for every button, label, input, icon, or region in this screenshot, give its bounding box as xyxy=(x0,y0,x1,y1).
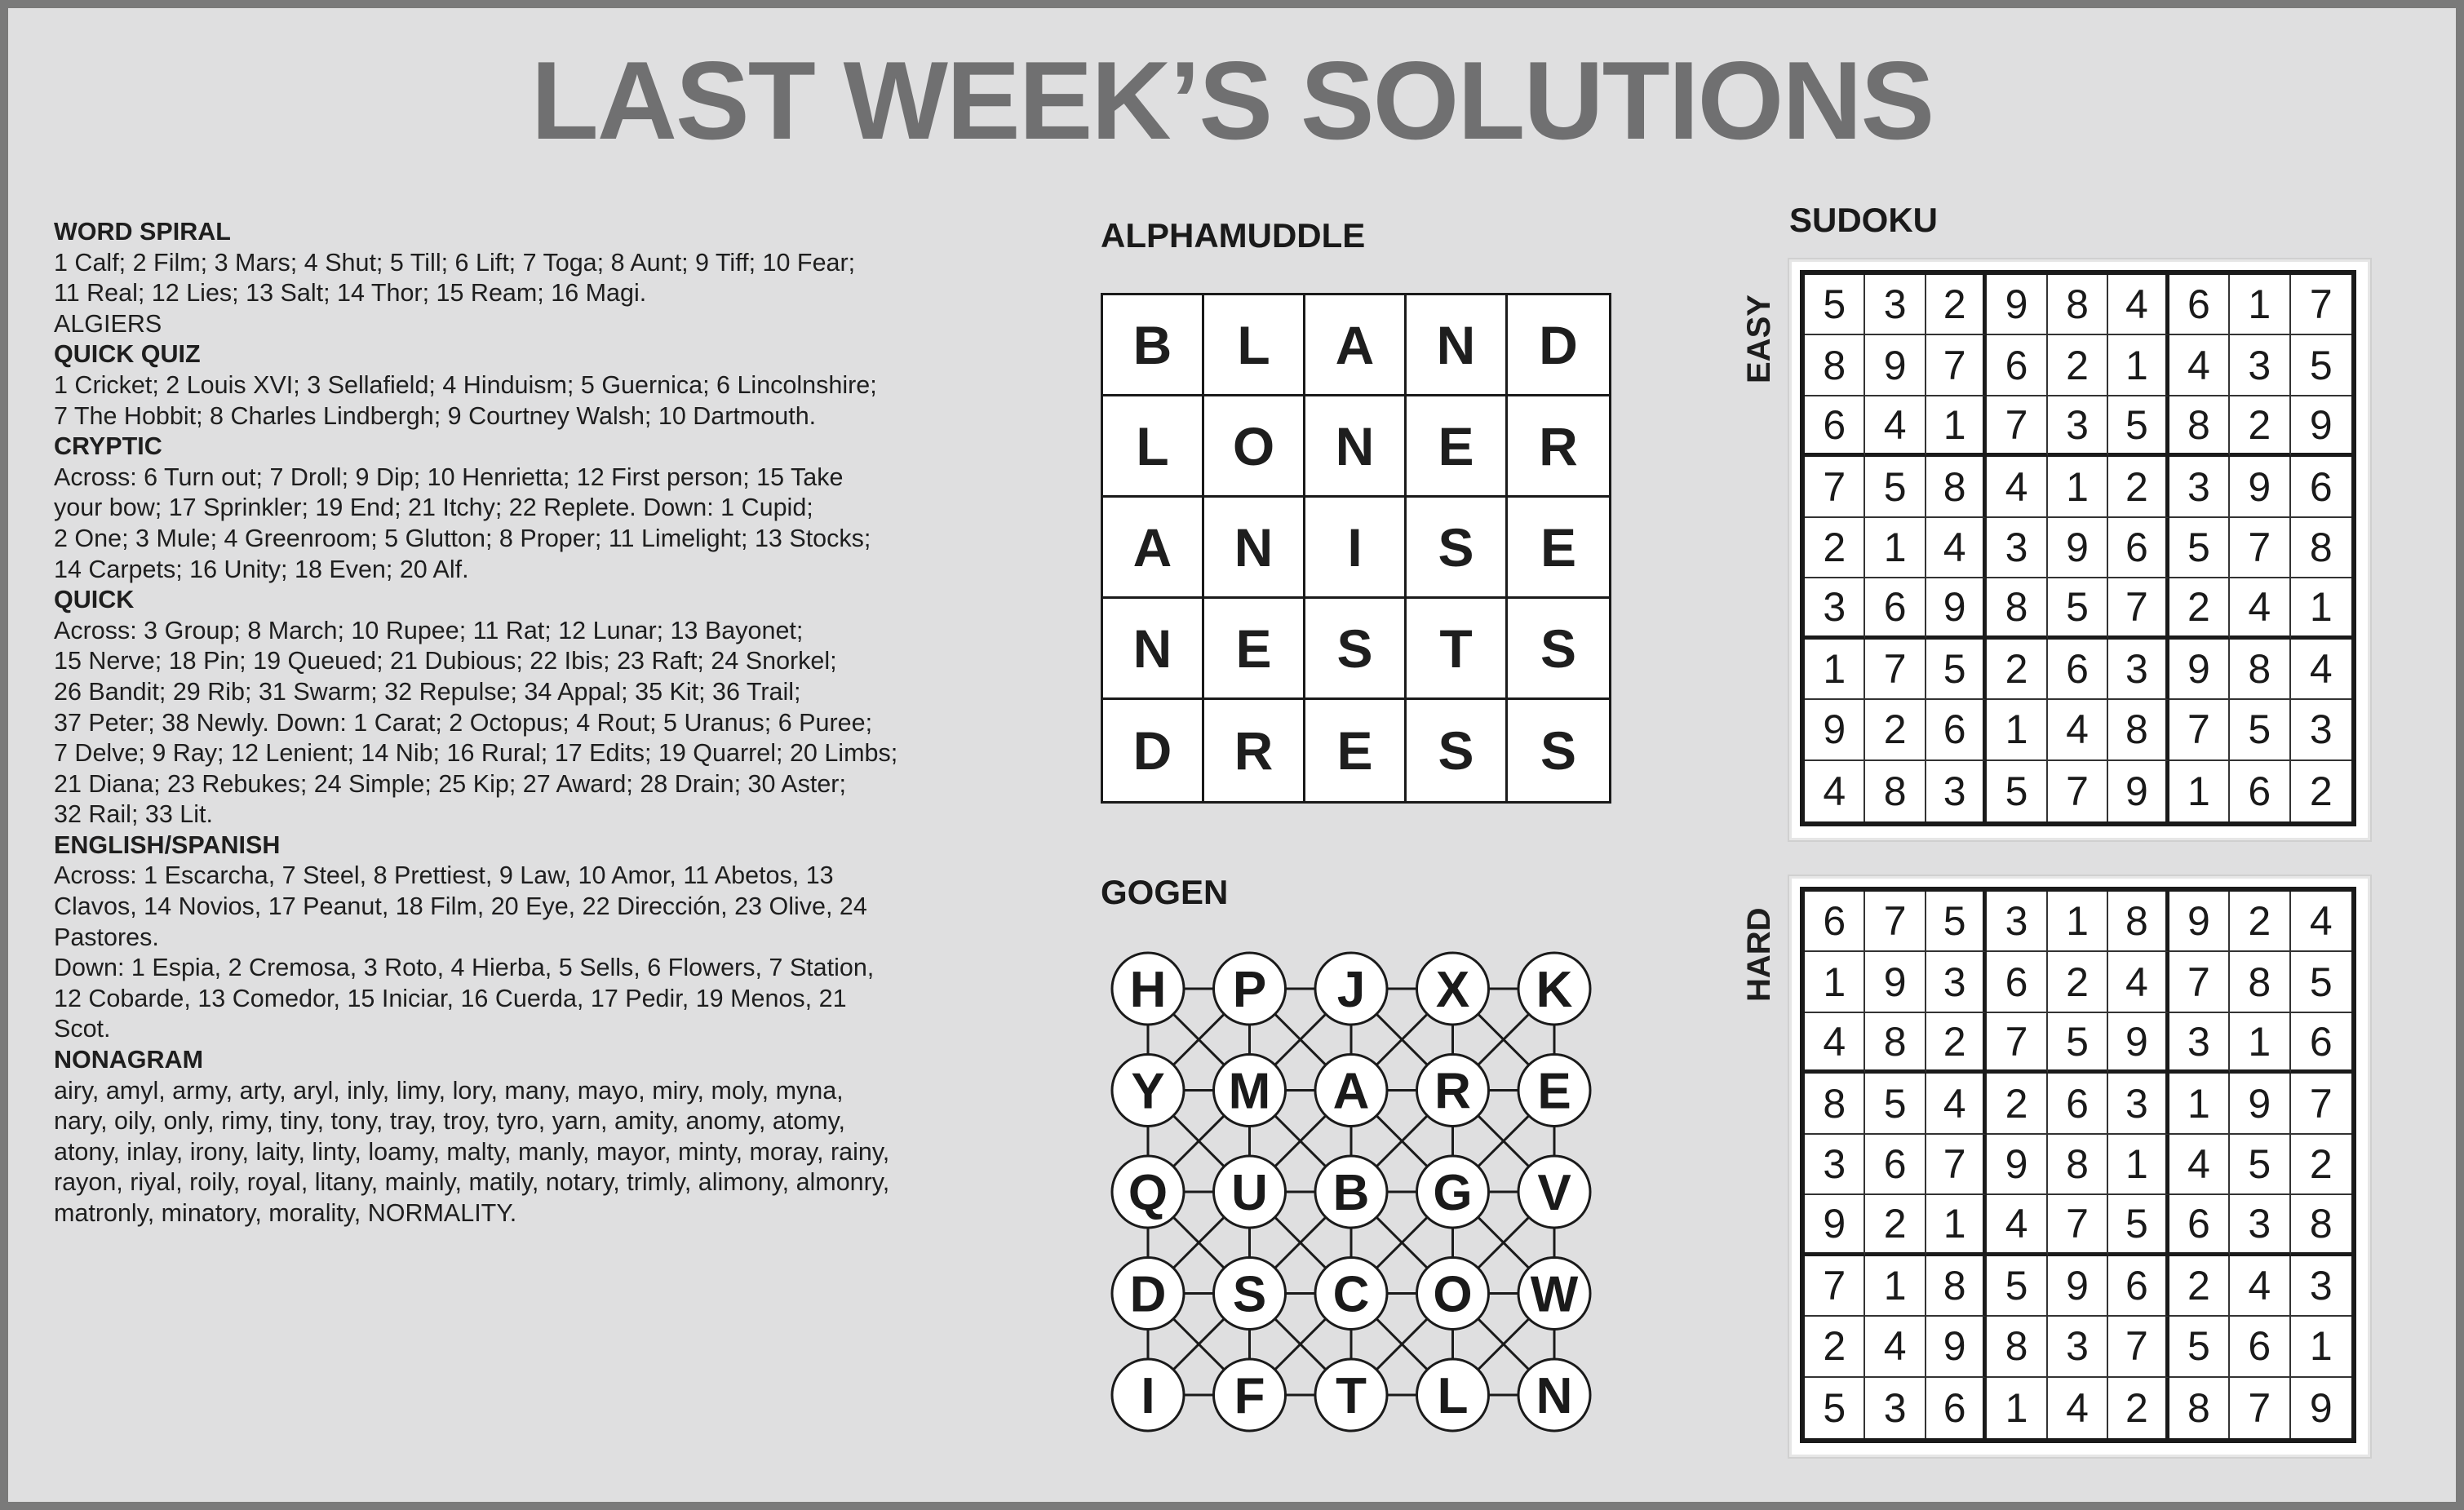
alphamuddle-cell: N xyxy=(1407,295,1508,396)
section-line: atony, inlay, irony, laity, linty, loamy, malty, manly, mayor, minty, moray, rainy, xyxy=(54,1137,890,1166)
sudoku-cell: 1 xyxy=(1987,700,2047,760)
section-line: airy, amyl, army, arty, aryl, inly, limy, lory, many, mayo, miry, moly, myna, xyxy=(54,1076,844,1105)
sudoku-cell: 4 xyxy=(1865,396,1926,457)
alphamuddle-cell: B xyxy=(1103,295,1204,396)
svg-text:N: N xyxy=(1536,1368,1573,1424)
sudoku-cell: 1 xyxy=(1926,396,1987,457)
sudoku-cell: 6 xyxy=(2048,640,2108,700)
sudoku-cell: 2 xyxy=(1865,1195,1926,1255)
gogen-node xyxy=(1214,953,1286,1025)
sudoku-cell: 1 xyxy=(2230,275,2290,335)
sudoku-cell: 3 xyxy=(2291,1256,2351,1317)
svg-text:T: T xyxy=(1336,1368,1367,1424)
sudoku-cell: 8 xyxy=(1926,1256,1987,1317)
section-title: ENGLISH/SPANISH xyxy=(54,830,281,859)
section-title: WORD SPIRAL xyxy=(54,218,231,246)
sudoku-cell: 7 xyxy=(1987,1013,2047,1074)
sudoku-cell: 2 xyxy=(2108,457,2169,517)
sudoku-cell: 7 xyxy=(2048,761,2108,821)
page-title: LAST WEEK’S SOLUTIONS xyxy=(530,38,1934,162)
sudoku-cell: 2 xyxy=(1805,518,1865,578)
sudoku-cell: 3 xyxy=(2291,700,2351,760)
sudoku-cell: 3 xyxy=(1805,1135,1865,1195)
section-line: Pastores. xyxy=(54,923,159,951)
sudoku-easy-frame xyxy=(1789,259,2370,840)
sudoku-cell: 5 xyxy=(1926,640,1987,700)
sudoku-cell: 2 xyxy=(2048,335,2108,396)
sudoku-cell: 3 xyxy=(1926,952,1987,1012)
sudoku-cell: 3 xyxy=(1865,275,1926,335)
sudoku-cell: 6 xyxy=(2169,1195,2230,1255)
sudoku-cell: 7 xyxy=(2169,700,2230,760)
section-line: Scot. xyxy=(54,1015,111,1043)
svg-text:G: G xyxy=(1433,1165,1473,1221)
sudoku-cell: 2 xyxy=(2291,1135,2351,1195)
sudoku-cell: 8 xyxy=(2230,952,2290,1012)
alphamuddle-cell: E xyxy=(1305,700,1407,801)
sudoku-cell: 4 xyxy=(1865,1317,1926,1377)
alphamuddle-cell: A xyxy=(1103,498,1204,599)
sudoku-cell: 8 xyxy=(1805,1074,1865,1134)
svg-text:O: O xyxy=(1433,1266,1473,1323)
sudoku-cell: 9 xyxy=(2108,761,2169,821)
sudoku-cell: 6 xyxy=(2291,457,2351,517)
sudoku-cell: 4 xyxy=(2230,578,2290,639)
section-title: NONAGRAM xyxy=(54,1046,203,1074)
sudoku-cell: 3 xyxy=(2048,396,2108,457)
alphamuddle-cell: L xyxy=(1103,396,1204,498)
sudoku-cell: 2 xyxy=(2169,578,2230,639)
sudoku-cell: 1 xyxy=(2108,335,2169,396)
alphamuddle-cell: S xyxy=(1407,498,1508,599)
sudoku-easy-grid xyxy=(1800,270,2356,826)
sudoku-cell: 5 xyxy=(1987,1256,2047,1317)
sudoku-cell: 3 xyxy=(1865,1378,1926,1438)
sudoku-cell: 1 xyxy=(2048,892,2108,952)
sudoku-cell: 9 xyxy=(2309,1384,2333,1431)
sudoku-cell: 8 xyxy=(2291,1195,2351,1255)
section-line: Across: 6 Turn out; 7 Droll; 9 Dip; 10 Henrietta; 12 First person; 15 Take xyxy=(54,463,844,491)
section-line: 14 Carpets; 16 Unity; 18 Even; 20 Alf. xyxy=(54,555,469,583)
sudoku-cell: 9 xyxy=(2048,1256,2108,1317)
sudoku-cell: 8 xyxy=(2291,518,2351,578)
gogen-node xyxy=(1417,1055,1489,1127)
section-line: 12 Cobarde, 13 Comedor, 15 Iniciar, 16 Cuerda, 17 Pedir, 19 Menos, 21 xyxy=(54,984,847,1012)
sudoku-cell: 7 xyxy=(1805,457,1865,517)
sudoku-cell: 7 xyxy=(1926,1135,1987,1195)
sudoku-cell: 7 xyxy=(2230,518,2290,578)
sudoku-cell: 5 xyxy=(2108,396,2169,457)
sudoku-cell: 4 xyxy=(1987,1195,2047,1255)
section-line: 32 Rail; 33 Lit. xyxy=(54,800,213,829)
sudoku-cell: 9 xyxy=(2230,1074,2290,1134)
gogen-node xyxy=(1112,953,1184,1025)
gogen-node xyxy=(1417,953,1489,1025)
alphamuddle-heading: ALPHAMUDDLE xyxy=(1101,216,1366,255)
sudoku-cell: 3 xyxy=(1987,518,2047,578)
sudoku-cell: 1 xyxy=(2230,1013,2290,1074)
sudoku-cell: 1 xyxy=(1865,518,1926,578)
sudoku-cell: 4 xyxy=(2048,1378,2108,1438)
sudoku-cell: 8 xyxy=(1926,457,1987,517)
sudoku-cell: 1 xyxy=(1805,952,1865,1012)
section-line: ALGIERS xyxy=(54,309,162,338)
sudoku-cell: 9 xyxy=(1865,952,1926,1012)
gogen-node xyxy=(1315,1156,1387,1228)
sudoku-cell: 7 xyxy=(1865,892,1926,952)
alphamuddle-cell: S xyxy=(1508,599,1609,700)
alphamuddle-cell: E xyxy=(1204,599,1305,700)
sudoku-cell: 8 xyxy=(1865,1013,1926,1074)
sudoku-cell: 1 xyxy=(2048,457,2108,517)
alphamuddle-cell: S xyxy=(1540,720,1577,781)
sudoku-cell: 3 xyxy=(2108,1074,2169,1134)
gogen-node xyxy=(1315,1359,1387,1431)
svg-text:I: I xyxy=(1141,1368,1155,1424)
alphamuddle-cell: D xyxy=(1508,295,1609,396)
section-line: 11 Real; 12 Lies; 13 Salt; 14 Thor; 15 Ream; 16 Magi. xyxy=(54,279,647,308)
svg-text:C: C xyxy=(1332,1266,1370,1323)
sudoku-cell: 5 xyxy=(2169,1317,2230,1377)
sudoku-cell: 9 xyxy=(1987,1135,2047,1195)
gogen-heading: GOGEN xyxy=(1101,873,1229,911)
sudoku-cell: 2 xyxy=(2309,768,2333,814)
sudoku-cell: 9 xyxy=(1987,275,2047,335)
section-line: rayon, riyal, roily, royal, litany, mainly, matily, notary, trimly, alimony, almonry, xyxy=(54,1168,890,1197)
sudoku-cell: 5 xyxy=(1805,1378,1865,1438)
gogen-node xyxy=(1214,1359,1286,1431)
sudoku-cell: 9 xyxy=(1926,578,1987,639)
sudoku-cell: 8 xyxy=(2169,396,2230,457)
svg-text:P: P xyxy=(1232,962,1267,1018)
sudoku-cell: 4 xyxy=(1926,1074,1987,1134)
section-title: CRYPTIC xyxy=(54,432,162,461)
sudoku-cell: 8 xyxy=(2108,892,2169,952)
sudoku-hard-frame xyxy=(1789,876,2370,1457)
sudoku-cell: 6 xyxy=(2230,1317,2290,1377)
sudoku-cell: 2 xyxy=(2230,892,2290,952)
sudoku-cell: 6 xyxy=(1926,700,1987,760)
section-title: QUICK QUIZ xyxy=(54,340,201,369)
alphamuddle-cell: N xyxy=(1204,498,1305,599)
gogen-node xyxy=(1214,1258,1286,1330)
sudoku-cell: 9 xyxy=(2230,457,2290,517)
gogen-node xyxy=(1417,1359,1489,1431)
gogen-node xyxy=(1315,1055,1387,1127)
gogen-node xyxy=(1112,1055,1184,1127)
sudoku-cell: 5 xyxy=(2291,335,2351,396)
sudoku-cell: 7 xyxy=(1865,640,1926,700)
sudoku-cell: 1 xyxy=(1805,640,1865,700)
sudoku-cell: 8 xyxy=(2169,1378,2230,1438)
sudoku-cell: 7 xyxy=(1987,396,2047,457)
sudoku-cell: 1 xyxy=(2291,578,2351,639)
sudoku-cell: 6 xyxy=(2048,1074,2108,1134)
sudoku-cell: 6 xyxy=(2108,518,2169,578)
svg-text:E: E xyxy=(1537,1063,1571,1120)
alphamuddle-cell: S xyxy=(1305,599,1407,700)
section-line: your bow; 17 Sprinkler; 19 End; 21 Itchy; 22 Replete. Down: 1 Cupid; xyxy=(54,494,813,522)
svg-text:F: F xyxy=(1234,1368,1265,1424)
svg-text:R: R xyxy=(1434,1063,1471,1120)
section-line: 1 Calf; 2 Film; 3 Mars; 4 Shut; 5 Till; 6 Lift; 7 Toga; 8 Aunt; 9 Tiff; 10 Fear; xyxy=(54,248,856,277)
sudoku-cell: 6 xyxy=(1865,1135,1926,1195)
sudoku-easy-label: EASY xyxy=(1741,294,1777,383)
sudoku-cell: 5 xyxy=(2048,578,2108,639)
sudoku-cell: 2 xyxy=(1987,640,2047,700)
sudoku-cell: 3 xyxy=(2169,457,2230,517)
sudoku-cell: 1 xyxy=(2169,1074,2230,1134)
sudoku-cell: 3 xyxy=(2169,1013,2230,1074)
sudoku-cell: 6 xyxy=(1805,396,1865,457)
sudoku-cell: 3 xyxy=(2108,640,2169,700)
svg-text:W: W xyxy=(1530,1266,1579,1323)
sudoku-cell: 5 xyxy=(2230,700,2290,760)
alphamuddle-cell: R xyxy=(1204,700,1305,801)
sudoku-cell: 9 xyxy=(2169,640,2230,700)
alphamuddle-cell: O xyxy=(1204,396,1305,498)
sudoku-cell: 3 xyxy=(2230,335,2290,396)
sudoku-cell: 9 xyxy=(2048,518,2108,578)
sudoku-cell: 6 xyxy=(2108,1256,2169,1317)
alphamuddle-cell: R xyxy=(1508,396,1609,498)
gogen-node xyxy=(1417,1156,1489,1228)
sudoku-heading: SUDOKU xyxy=(1789,201,1939,239)
svg-text:L: L xyxy=(1437,1368,1469,1424)
sudoku-cell: 2 xyxy=(2048,952,2108,1012)
sudoku-cell: 3 xyxy=(1987,892,2047,952)
sudoku-cell: 2 xyxy=(2230,396,2290,457)
alphamuddle-cell: N xyxy=(1305,396,1407,498)
section-line: 15 Nerve; 18 Pin; 19 Queued; 21 Dubious; 22 Ibis; 23 Raft; 24 Snorkel; xyxy=(54,647,837,675)
sudoku-cell: 7 xyxy=(1926,335,1987,396)
alphamuddle-cell: D xyxy=(1103,700,1204,801)
gogen-node xyxy=(1315,1258,1387,1330)
sudoku-cell: 5 xyxy=(2108,1195,2169,1255)
sudoku-cell: 8 xyxy=(1987,1317,2047,1377)
sudoku-cell: 8 xyxy=(2048,275,2108,335)
gogen-node xyxy=(1518,1055,1590,1127)
sudoku-cell: 9 xyxy=(1805,700,1865,760)
svg-text:J: J xyxy=(1336,962,1366,1018)
sudoku-cell: 4 xyxy=(2291,640,2351,700)
alphamuddle-cell: T xyxy=(1407,599,1508,700)
sudoku-cell: 1 xyxy=(1865,1256,1926,1317)
gogen-node xyxy=(1112,1156,1184,1228)
gogen-node xyxy=(1518,1156,1590,1228)
sudoku-cell: 6 xyxy=(1987,335,2047,396)
sudoku-cell: 9 xyxy=(2169,892,2230,952)
sudoku-cell: 2 xyxy=(1926,275,1987,335)
sudoku-cell: 3 xyxy=(2048,1317,2108,1377)
sudoku-cell: 9 xyxy=(1865,335,1926,396)
sudoku-cell: 1 xyxy=(1926,1195,1987,1255)
sudoku-cell: 7 xyxy=(2048,1195,2108,1255)
sudoku-cell: 2 xyxy=(1987,1074,2047,1134)
section-line: Down: 1 Espia, 2 Cremosa, 3 Roto, 4 Hierba, 5 Sells, 6 Flowers, 7 Station, xyxy=(54,954,875,982)
sudoku-cell: 4 xyxy=(2048,700,2108,760)
alphamuddle-cell: A xyxy=(1305,295,1407,396)
gogen-node xyxy=(1518,953,1590,1025)
section-line: 2 One; 3 Mule; 4 Greenroom; 5 Glutton; 8 Proper; 11 Limelight; 13 Stocks; xyxy=(54,524,871,552)
sudoku-cell: 8 xyxy=(1987,578,2047,639)
sudoku-cell: 6 xyxy=(1865,578,1926,639)
sudoku-cell: 7 xyxy=(2108,1317,2169,1377)
sudoku-cell: 7 xyxy=(1805,1256,1865,1317)
sudoku-cell: 4 xyxy=(2169,335,2230,396)
sudoku-cell: 4 xyxy=(1805,761,1865,821)
sudoku-cell: 9 xyxy=(2291,396,2351,457)
sudoku-cell: 1 xyxy=(2291,1317,2351,1377)
sudoku-cell: 5 xyxy=(2169,518,2230,578)
gogen-node xyxy=(1518,1359,1590,1431)
gogen-node xyxy=(1214,1055,1286,1127)
svg-text:Q: Q xyxy=(1128,1165,1168,1221)
sudoku-cell: 5 xyxy=(2291,952,2351,1012)
sudoku-cell: 1 xyxy=(1987,1378,2047,1438)
alphamuddle-cell: I xyxy=(1305,498,1407,599)
gogen-node xyxy=(1112,1258,1184,1330)
sudoku-cell: 7 xyxy=(2230,1378,2290,1438)
sudoku-cell: 5 xyxy=(1987,761,2047,821)
svg-text:V: V xyxy=(1537,1165,1571,1221)
gogen-node xyxy=(1112,1359,1184,1431)
sudoku-cell: 7 xyxy=(2169,952,2230,1012)
section-line: 26 Bandit; 29 Rib; 31 Swarm; 32 Repulse; 34 Appal; 35 Kit; 36 Trail; xyxy=(54,677,801,706)
svg-text:H: H xyxy=(1129,962,1167,1018)
sudoku-cell: 3 xyxy=(1805,578,1865,639)
sudoku-cell: 7 xyxy=(2291,1074,2351,1134)
sudoku-cell: 4 xyxy=(1926,518,1987,578)
gogen-node xyxy=(1315,953,1387,1025)
svg-text:A: A xyxy=(1332,1063,1370,1120)
section-line: 37 Peter; 38 Newly. Down: 1 Carat; 2 Octopus; 4 Rout; 5 Uranus; 6 Puree; xyxy=(54,708,873,737)
section-line: Across: 1 Escarcha, 7 Steel, 8 Prettiest, 9 Law, 10 Amor, 11 Abetos, 13 xyxy=(54,861,834,890)
svg-text:U: U xyxy=(1231,1165,1268,1221)
sudoku-cell: 6 xyxy=(2291,1013,2351,1074)
sudoku-cell: 6 xyxy=(1926,1378,1987,1438)
svg-text:Y: Y xyxy=(1131,1063,1165,1120)
sudoku-cell: 6 xyxy=(1987,952,2047,1012)
alphamuddle-cell: E xyxy=(1407,396,1508,498)
section-line: 1 Cricket; 2 Louis XVI; 3 Sellafield; 4 Hinduism; 5 Guernica; 6 Lincolnshire; xyxy=(54,370,877,399)
svg-text:S: S xyxy=(1232,1266,1267,1323)
sudoku-cell: 2 xyxy=(1926,1013,1987,1074)
sudoku-hard-label: HARD xyxy=(1741,907,1777,1002)
sudoku-cell: 2 xyxy=(2169,1256,2230,1317)
sudoku-cell: 6 xyxy=(2169,275,2230,335)
sudoku-cell: 4 xyxy=(1987,457,2047,517)
section-line: 7 The Hobbit; 8 Charles Lindbergh; 9 Courtney Walsh; 10 Dartmouth. xyxy=(54,401,817,430)
gogen-node xyxy=(1518,1258,1590,1330)
section-title: QUICK xyxy=(54,586,135,614)
section-line: 7 Delve; 9 Ray; 12 Lenient; 14 Nib; 16 Rural; 17 Edits; 19 Quarrel; 20 Limbs; xyxy=(54,739,898,768)
alphamuddle-cell: S xyxy=(1407,700,1508,801)
sudoku-cell: 2 xyxy=(1865,700,1926,760)
sudoku-cell: 6 xyxy=(2230,761,2290,821)
sudoku-cell: 9 xyxy=(1805,1195,1865,1255)
sudoku-cell: 7 xyxy=(2291,275,2351,335)
sudoku-cell: 4 xyxy=(2169,1135,2230,1195)
sudoku-cell: 5 xyxy=(1926,892,1987,952)
section-line: nary, oily, only, rimy, tiny, tony, tray, troy, tyro, yarn, amity, anomy, atomy, xyxy=(54,1107,846,1136)
gogen-grid xyxy=(1101,941,1606,1447)
sudoku-cell: 5 xyxy=(1865,457,1926,517)
sudoku-cell: 3 xyxy=(2230,1195,2290,1255)
sudoku-cell: 4 xyxy=(2108,275,2169,335)
sudoku-cell: 6 xyxy=(1805,892,1865,952)
alphamuddle-cell: N xyxy=(1103,599,1204,700)
gogen-node xyxy=(1417,1258,1489,1330)
sudoku-cell: 8 xyxy=(2048,1135,2108,1195)
section-line: Clavos, 14 Novios, 17 Peanut, 18 Film, 20 Eye, 22 Dirección, 23 Olive, 24 xyxy=(54,892,867,921)
sudoku-hard-grid xyxy=(1800,887,2356,1443)
svg-text:K: K xyxy=(1536,962,1573,1018)
svg-text:B: B xyxy=(1332,1165,1370,1221)
sudoku-cell: 7 xyxy=(2108,578,2169,639)
svg-text:D: D xyxy=(1129,1266,1167,1323)
sudoku-cell: 5 xyxy=(2048,1013,2108,1074)
solutions-text-column xyxy=(54,217,1017,1229)
sudoku-cell: 5 xyxy=(1805,275,1865,335)
alphamuddle-grid xyxy=(1101,293,1611,804)
sudoku-cell: 4 xyxy=(2108,952,2169,1012)
sudoku-cell: 8 xyxy=(1805,335,1865,396)
alphamuddle-cell: E xyxy=(1508,498,1609,599)
svg-text:M: M xyxy=(1228,1063,1271,1120)
sudoku-cell: 2 xyxy=(1805,1317,1865,1377)
sudoku-cell: 8 xyxy=(2108,700,2169,760)
sudoku-cell: 4 xyxy=(1805,1013,1865,1074)
sudoku-cell: 2 xyxy=(2108,1378,2169,1438)
sudoku-cell: 1 xyxy=(2108,1135,2169,1195)
sudoku-cell: 9 xyxy=(2108,1013,2169,1074)
sudoku-cell: 9 xyxy=(1926,1317,1987,1377)
sudoku-cell: 8 xyxy=(1865,761,1926,821)
sudoku-cell: 1 xyxy=(2169,761,2230,821)
section-line: matronly, minatory, morality, NORMALITY. xyxy=(54,1199,517,1227)
section-line: Across: 3 Group; 8 March; 10 Rupee; 11 Rat; 12 Lunar; 13 Bayonet; xyxy=(54,616,804,644)
sudoku-cell: 5 xyxy=(2230,1135,2290,1195)
sudoku-cell: 8 xyxy=(2230,640,2290,700)
sudoku-cell: 4 xyxy=(2230,1256,2290,1317)
svg-text:X: X xyxy=(1435,962,1470,1018)
section-line: 21 Diana; 23 Rebukes; 24 Simple; 25 Kip; 27 Award; 28 Drain; 30 Aster; xyxy=(54,769,846,798)
gogen-node xyxy=(1214,1156,1286,1228)
alphamuddle-cell: L xyxy=(1204,295,1305,396)
sudoku-cell: 5 xyxy=(1865,1074,1926,1134)
sudoku-cell: 3 xyxy=(1926,761,1987,821)
sudoku-cell: 4 xyxy=(2291,892,2351,952)
